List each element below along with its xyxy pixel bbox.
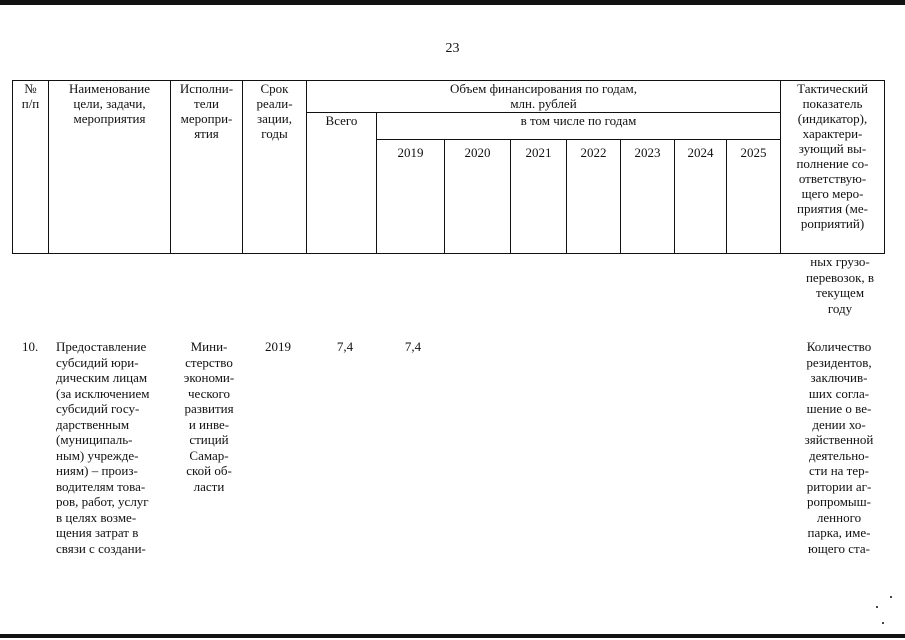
header-year-2024: 2024 xyxy=(675,140,727,254)
page-number: 23 xyxy=(445,41,460,56)
header-name: Наименование цели, задачи, мероприятия xyxy=(49,81,171,254)
continuation-indicator-text: ных грузо- перевозок, в текущем году xyxy=(805,254,875,316)
table-header xyxy=(12,80,885,254)
header-year-2022: 2022 xyxy=(567,140,621,254)
row-10-executor: Мини- стерство экономи- ческого развития и инве- стиций Самар- ской об- ласти xyxy=(183,339,235,494)
header-by-years: в том числе по годам xyxy=(377,113,781,140)
page-bottom-border xyxy=(0,634,905,638)
header-year-2019: 2019 xyxy=(377,140,445,254)
header-period: Срок реали- зации, годы xyxy=(243,81,307,254)
header-year-2021: 2021 xyxy=(511,140,567,254)
header-num: № п/п xyxy=(13,81,49,254)
header-indicator: Тактический показатель (индикатор), характери- зующий вы- полнение со- ответствую- щего меро- приятия (ме- роприятий) xyxy=(781,81,885,254)
row-10-number: 10. xyxy=(22,339,39,354)
row-10-period: 2019 xyxy=(265,339,291,354)
scan-speck xyxy=(876,606,878,608)
scan-speck xyxy=(882,622,884,624)
row-10-name: Предоставление субсидий юри- дическим лицам (за исключением субсидий госу- дарственным (муниципаль- ным) учрежде- ниям) – произ- водителям това- ров, работ, услуг в целях возме- щения затрат в связи с создани- xyxy=(56,339,150,556)
row-10-total: 7,4 xyxy=(336,339,354,354)
header-year-2020: 2020 xyxy=(445,140,511,254)
scan-speck xyxy=(890,596,892,598)
header-financing: Объем финансирования по годам, млн. рублей xyxy=(307,81,781,113)
row-10-indicator: Количество резидентов, заключив- ших согла- шение о ве- дении хо- зяйственной деятельно- сти на тер- ритории аг- ропромыш- ленного парка, име- ющего ста- xyxy=(804,339,874,556)
header-total: Всего xyxy=(307,113,377,254)
header-year-2025: 2025 xyxy=(727,140,781,254)
header-year-2023: 2023 xyxy=(621,140,675,254)
page-top-border xyxy=(0,0,905,5)
header-executor: Исполни- тели меропри- ятия xyxy=(171,81,243,254)
row-10-year-2019: 7,4 xyxy=(404,339,422,354)
